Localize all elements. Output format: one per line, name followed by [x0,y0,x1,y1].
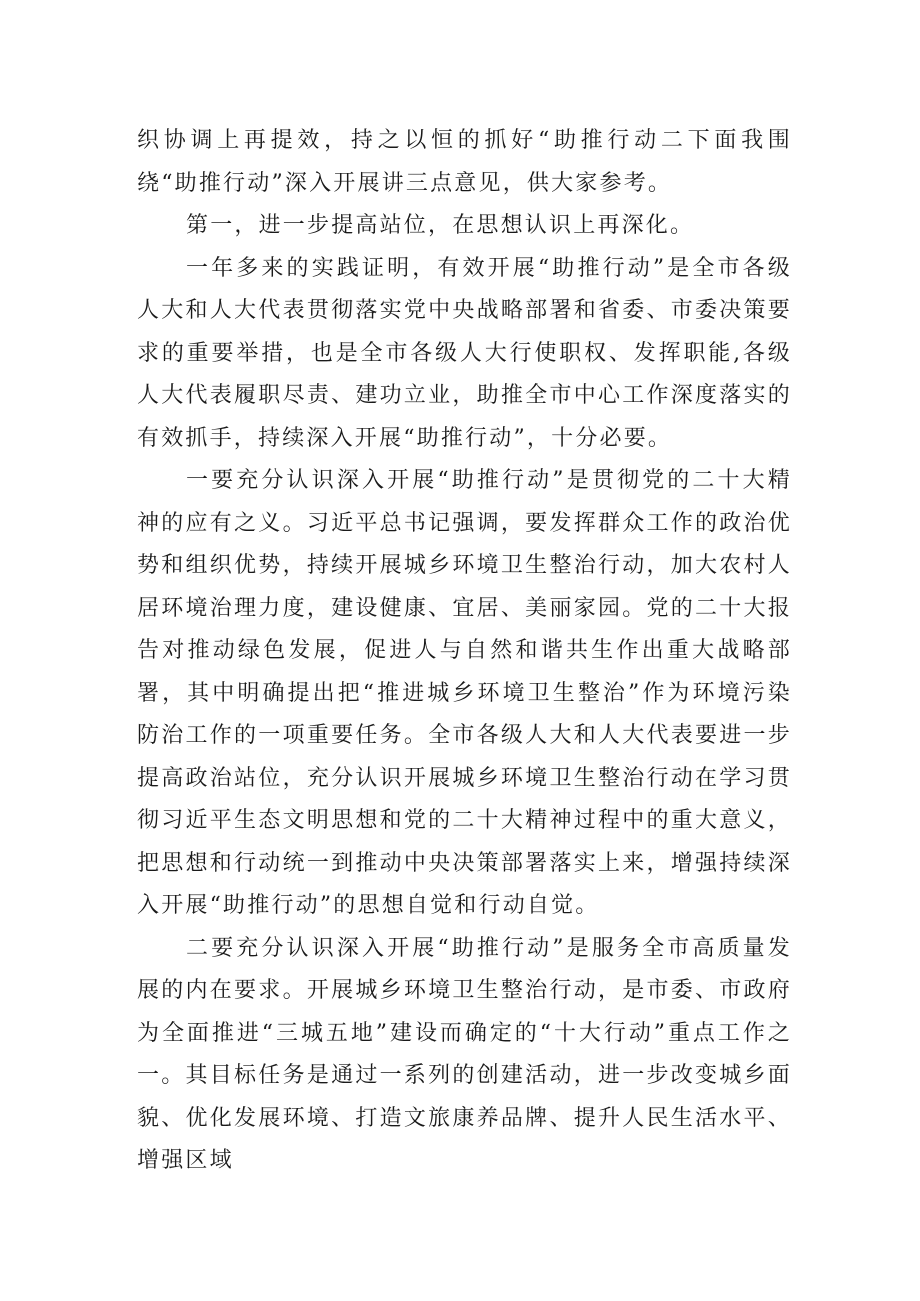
paragraph-practice-proof: 一年多来的实践证明，有效开展“助推行动”是全市各级人大和人大代表贯彻落实党中央战略部署和省委、市委决策要求的重要举措，也是全市各级人大行使职权、发挥职能,各级人大代表履职尽责、建功立业，助推全市中心工作深度落实的有效抓手，持续深入开展“助推行动”，十分必要。 [137,255,792,451]
section-heading-first: 第一，进一步提高站位，在思想认识上再深化。 [186,213,695,238]
paragraph-intro-continuation: 织协调上再提效，持之以恒的抓好“助推行动二下面我围绕“助推行动”深入开展讲三点意见，供大家参考。 [137,128,792,196]
paragraph-point-one: 一要充分认识深入开展“助推行动”是贯彻党的二十大精神的应有之义。习近平总书记强调，要发挥群众工作的政治优势和组织优势，持续开展城乡环境卫生整治行动，加大农村人居环境治理力度，建设健康、宜居、美丽家园。党的二十大报告对推动绿色发展，促进人与自然和谐共生作出重大战略部署，其中明确提出把“推进城乡环境卫生整治”作为环境污染防治工作的一项重要任务。全市各级人大和人大代表要进一步提高政治站位，充分认识开展城乡环境卫生整治行动在学习贯彻习近平生态文明思想和党的二十大精神过程中的重大意义，把思想和行动统一到推动中央决策部署落实上来，增强持续深入开展“助推行动”的思想自觉和行动自觉。 [137,468,792,918]
document-body [137,120,792,1183]
paragraph-point-two: 二要充分认识深入开展“助推行动”是服务全市高质量发展的内在要求。开展城乡环境卫生整治行动，是市委、市政府为全面推进“三城五地”建设而确定的“十大行动”重点工作之一。其目标任务是通过一系列的创建活动，进一步改变城乡面貌、优化发展环境、打造文旅康养品牌、提升人民生活水平、增强区域 [137,935,792,1173]
